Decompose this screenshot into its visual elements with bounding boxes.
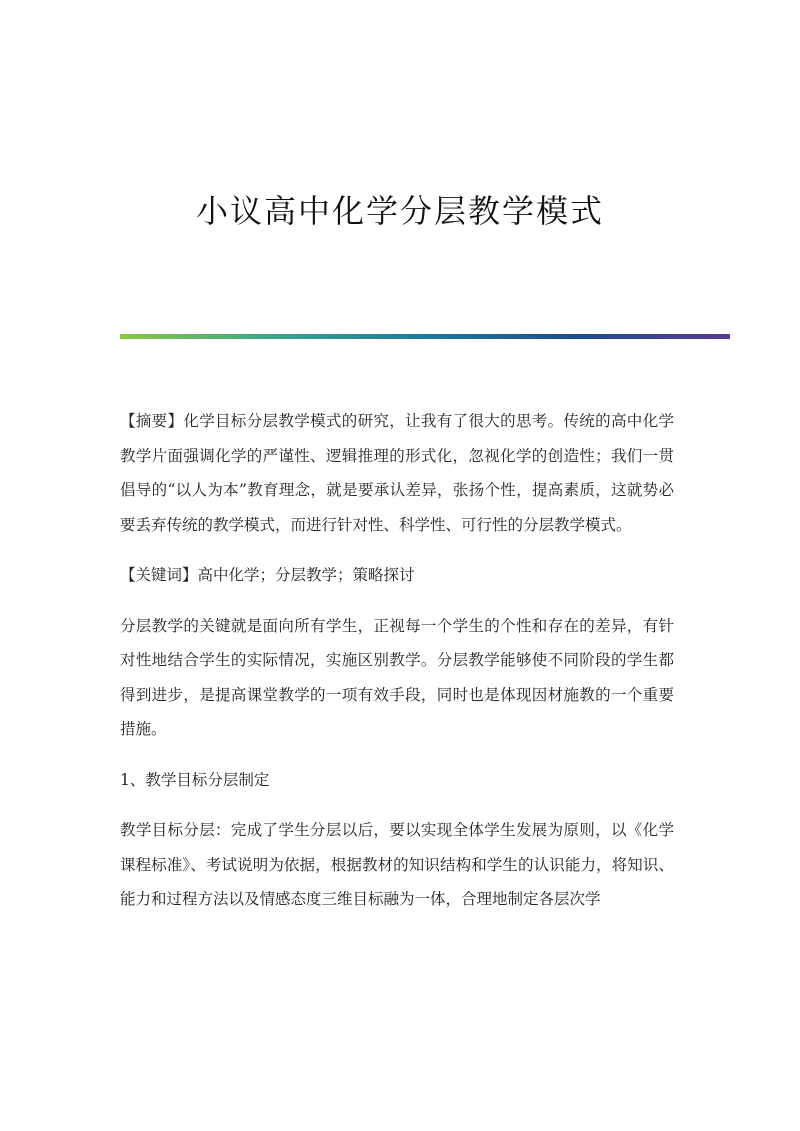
- body-paragraph-2: 教学目标分层：完成了学生分层以后，要以实现全体学生发展为原则，以《化学课程标准》、考试说明为依据，根据教材的知识结构和学生的认识能力，将知识、能力和过程方法以及情感态度三维目标融为一体，合理地制定各层次学: [120, 821, 674, 908]
- abstract-text: 化学目标分层教学模式的研究，让我有了很大的思考。传统的高中化学教学片面强调化学的严谨性、逻辑推理的形式化，忽视化学的创造性；我们一贯倡导的“以人为本”教育理念，就是要承认差异，张扬个性，提高素质，这就势必要丢弃传统的教学模式，而进行针对性、科学性、可行性的分层教学模式。: [120, 412, 674, 534]
- document-title: 小议高中化学分层教学模式: [195, 192, 604, 230]
- document-body: [120, 404, 674, 933]
- gradient-divider: [120, 334, 730, 339]
- keywords-paragraph: [120, 558, 674, 593]
- section-heading-1: 1、教学目标分层制定: [120, 770, 270, 789]
- keywords-text: 高中化学；分层教学；策略探讨: [197, 566, 415, 584]
- body-paragraph-1: 分层教学的关键就是面向所有学生，正视每一个学生的个性和存在的差异，有针对性地结合学生的实际情况，实施区别教学。分层教学能够使不同阶段的学生都得到进步，是提高课堂教学的一项有效手段，同时也是体现因材施教的一个重要措施。: [120, 616, 674, 738]
- keywords-tag: 【关键词】: [120, 566, 198, 584]
- abstract-paragraph: [120, 404, 674, 542]
- abstract-tag: 【摘要】: [120, 412, 184, 430]
